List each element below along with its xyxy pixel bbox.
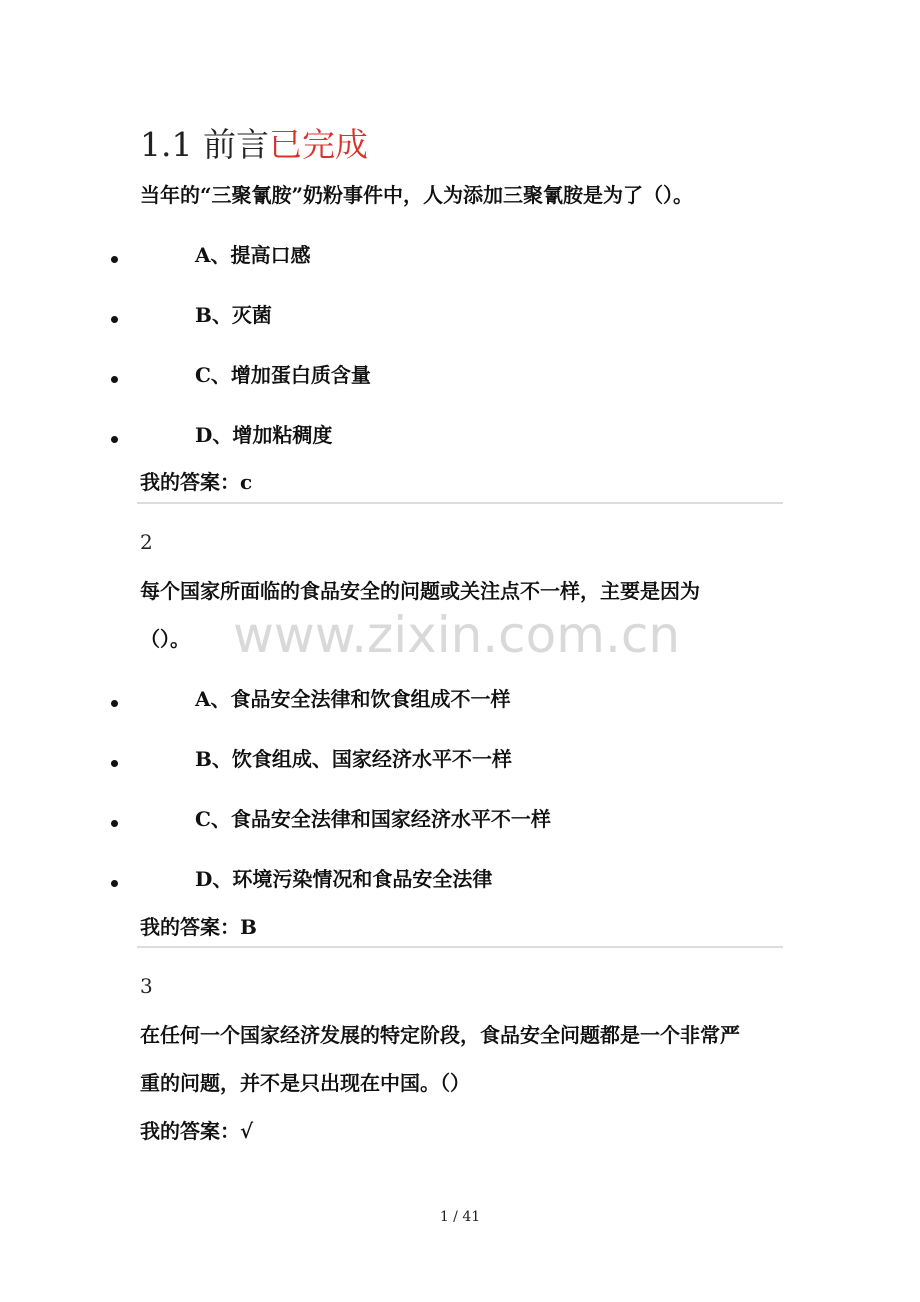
- section-heading: [140, 122, 368, 168]
- question-3-text-line-1: 在任何一个国家经济发展的特定阶段，食品安全问题都是一个非常严: [140, 1023, 740, 1047]
- bullet-icon: [111, 760, 118, 767]
- question-3-number: 3: [140, 974, 153, 998]
- question-2-option-b[interactable]: B、饮食组成、国家经济水平不一样: [195, 747, 512, 771]
- bullet-icon: [111, 880, 118, 887]
- question-2-text-line-2: （）。: [140, 627, 190, 651]
- bullet-icon: [111, 700, 118, 707]
- question-2-option-a[interactable]: A、食品安全法律和饮食组成不一样: [195, 687, 511, 711]
- question-1-option-b[interactable]: B、灭菌: [195, 303, 272, 327]
- section-title: 前言: [202, 125, 269, 164]
- question-2-answer: 我的答案：B: [140, 915, 257, 939]
- section-number: 1.1: [140, 125, 193, 164]
- question-1-option-d[interactable]: D、增加粘稠度: [195, 423, 333, 447]
- divider: [137, 502, 783, 504]
- bullet-icon: [111, 256, 118, 263]
- bullet-icon: [111, 820, 118, 827]
- completion-status: 已完成: [268, 125, 368, 164]
- divider: [137, 946, 783, 948]
- page-indicator: 1 / 41: [439, 1209, 481, 1225]
- question-1-text: 当年的“三聚氰胺”奶粉事件中，人为添加三聚氰胺是为了（）。: [140, 183, 694, 207]
- question-3-answer: 我的答案：√: [140, 1119, 254, 1143]
- question-1-option-c[interactable]: C、增加蛋白质含量: [195, 363, 371, 387]
- bullet-icon: [111, 436, 118, 443]
- question-2-option-c[interactable]: C、食品安全法律和国家经济水平不一样: [195, 807, 551, 831]
- question-2-option-d[interactable]: D、环境污染情况和食品安全法律: [195, 867, 493, 891]
- question-3-text-line-2: 重的问题，并不是只出现在中国。（）: [140, 1071, 470, 1095]
- watermark: www.zixin.com.cn: [233, 606, 681, 664]
- question-2-text-line-1: 每个国家所面临的食品安全的问题或关注点不一样，主要是因为: [140, 579, 700, 603]
- bullet-icon: [111, 376, 118, 383]
- bullet-icon: [111, 316, 118, 323]
- question-1-answer: 我的答案：c: [140, 470, 253, 494]
- question-2-number: 2: [140, 530, 153, 554]
- question-1-option-a[interactable]: A、提高口感: [195, 243, 311, 267]
